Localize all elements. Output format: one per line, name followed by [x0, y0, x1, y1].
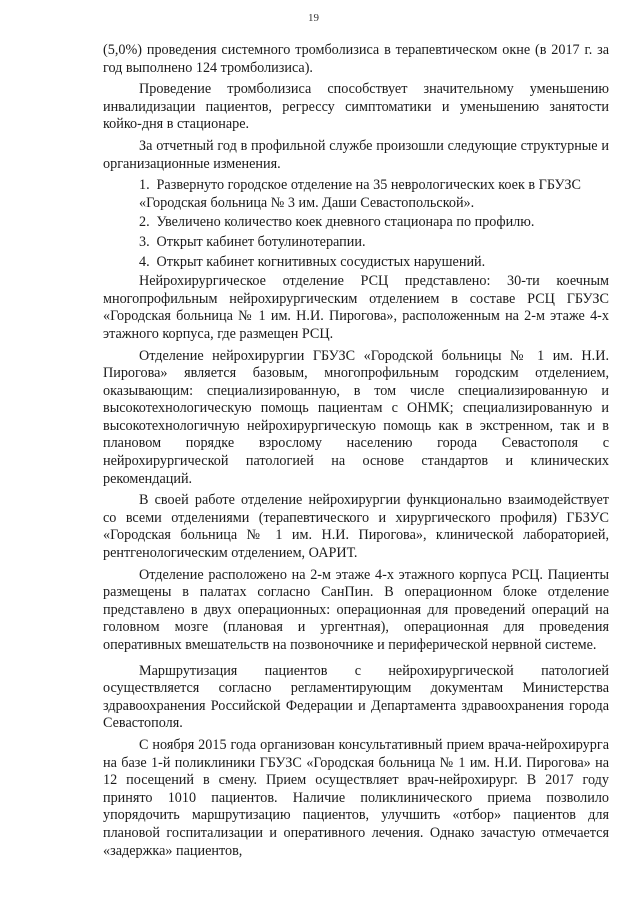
- paragraph-location: Отделение расположено на 2-м этаже 4-х этажного корпуса РСЦ. Пациенты размещены в палатах согласно СанПин. В операционном блоке отделение представлено в двух операционных: операционная для проведений операций на головном мозге (плановая и ургентная), операционная для проведения оперативных вмешательств на позвоночнике и периферической нервной системе.: [103, 566, 609, 653]
- list-item-text: Развернуто городское отделение на 35 неврологических коек в ГБУЗС «Городская больница № 3 им. Даши Севастопольской».: [139, 177, 581, 211]
- list-item: [103, 214, 609, 232]
- list-item: [103, 177, 609, 212]
- list-item-text: Открыт кабинет ботулинотерапии.: [156, 233, 366, 250]
- paragraph-consultations: С ноября 2015 года организован консультативный прием врача-нейрохирурга на базе 1-й поликлиники ГБУЗС «Городская больница № 1 им. Н.И. Пирогова» на 12 посещений в смену. Прием осуществляет врач-нейрохирург. В 2017 году принято 1010 пациентов. Наличие поликлинического приема позволило упорядочить маршрутизацию пациентов, улучшить «отбор» пациентов для плановой госпитализации и оперативного лечения. Однако зачастую отмечается «задержка» пациентов,: [103, 736, 609, 859]
- list-item-number: 3.: [139, 233, 150, 250]
- paragraph-neurosurgery-department: Отделение нейрохирургии ГБУЗС «Городской больницы № 1 им. Н.И. Пирогова» является базовым, многопрофильным городским отделением, оказывающим: специализированную, в том числе специализированную и высокотехнологическую помощь пациентам с ОНМК; специализированную и высокотехнологичную нейрохирургическую помощь как в экстренном, так и в плановом порядке взрослому населению города Севастополя с нейрохирургической патологией на основе стандартов и клинических рекомендаций.: [103, 347, 609, 487]
- list-item: [103, 254, 609, 272]
- page-number: 19: [308, 12, 319, 24]
- list-item-text: Увеличено количество коек дневного стационара по профилю.: [156, 214, 535, 231]
- paragraph-interaction: В своей работе отделение нейрохирургии функционально взаимодействует со всеми отделениями (терапевтического и хирургического профиля) ГБЗУС «Городская больница № 1 им. Н.И. Пирогова», клинической лабораторией, рентгенологическим отделением, ОАРИТ.: [103, 492, 609, 562]
- list-item-number: 1.: [139, 177, 150, 194]
- paragraph-thrombolysis-rate: (5,0%) проведения системного тромболизиса в терапевтическом окне (в 2017 г. за год выполнено 124 тромболизиса).: [103, 42, 609, 76]
- list-item: [103, 234, 609, 252]
- paragraph-routing: Маршрутизация пациентов с нейрохирургической патологией осуществляется согласно регламентирующим документам Министерства здравоохранения Российской Федерации и Департамента здравоохранения города Севастополя.: [103, 662, 609, 732]
- document-body: [103, 42, 609, 864]
- paragraph-structural-changes: За отчетный год в профильной службе произошли следующие структурные и организационные изменения.: [103, 137, 609, 172]
- list-item-text: Открыт кабинет когнитивных сосудистых нарушений.: [156, 253, 486, 270]
- paragraph-thrombolysis-effect: Проведение тромболизиса способствует значительному уменьшению инвалидизации пациентов, регрессу симптоматики и уменьшению занятости койко-дня в стационаре.: [103, 81, 609, 133]
- list-item-number: 4.: [139, 253, 150, 270]
- paragraph-neurosurgery-unit: Нейрохирургическое отделение РСЦ представлено: 30-ти коечным многопрофильным нейрохирургическим отделением в составе РСЦ ГБУЗС «Городская больница № 1 им. Н.И. Пирогова», расположенным на 2-м этаже 4-х этажного корпуса, где размещен РСЦ.: [103, 273, 609, 342]
- list-item-number: 2.: [139, 214, 150, 231]
